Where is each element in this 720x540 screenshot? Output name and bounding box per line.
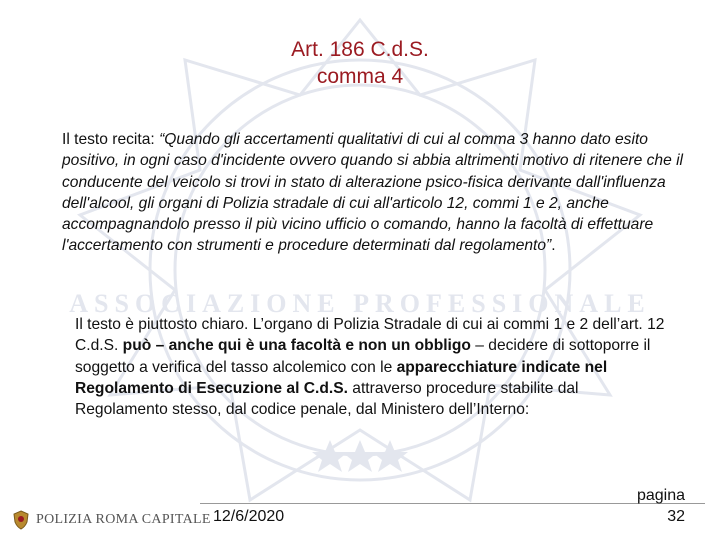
footer-divider — [200, 503, 705, 504]
footer-date: 12/6/2020 — [213, 508, 285, 525]
watermark-text: ASSOCIAZIONE PROFESSIONALE — [69, 289, 651, 318]
footer-logo — [12, 510, 211, 530]
title-line-2: comma 4 — [316, 65, 404, 88]
page-number: 32 — [667, 508, 685, 525]
para2-e: attraverso procedure stabilite dal Regolamento stesso, dal codice penale, dal Ministero dell’Interno: — [75, 379, 579, 419]
slide-title — [0, 36, 720, 90]
page-indicator — [637, 485, 685, 527]
police-emblem-icon — [12, 510, 30, 530]
para2-c: – decidere di sottoporre il soggetto a verifica del tasso alcolemico con le — [75, 337, 651, 376]
para2-a: Il testo è piuttosto chiaro. L’organo di Polizia Stradale di cui ai commi 1 e 2 dell’art. 12 C.d.S. — [75, 316, 665, 355]
para1-intro: Il testo recita: — [62, 131, 160, 148]
logo-text: POLIZIA ROMA CAPITALE — [36, 512, 211, 527]
para1-end: . — [551, 237, 556, 255]
para1-quote: “Quando gli accertamenti qualitativi di cui al comma 3 hanno dato esito positivo, in ogni caso d'incidente ovvero quando si abbia altrimenti motivo di ritenere che il conducente del veicolo si trovi in stato di alterazione psico-fisica derivante dall'influenza dell'alcool, gli organi di Polizia stradale di cui all'articolo 12, commi 1 e 2, anche accompagnandolo presso il più vicino ufficio o comando, hanno la facoltà di effettuare l'accertamento con strumenti e procedure determinati dal regolamento” — [62, 131, 684, 255]
para2-bold-1: può – anche qui è una facoltà e non un obbligo — [122, 337, 471, 355]
quoted-text-paragraph — [62, 129, 692, 257]
para2-bold-2: apparecchiature indicate nel Regolamento di Esecuzione al C.d.S. — [75, 358, 608, 397]
page-label: pagina — [636, 487, 685, 504]
title-line-1: Art. 186 C.d.S. — [291, 38, 429, 61]
commentary-paragraph — [75, 314, 675, 420]
